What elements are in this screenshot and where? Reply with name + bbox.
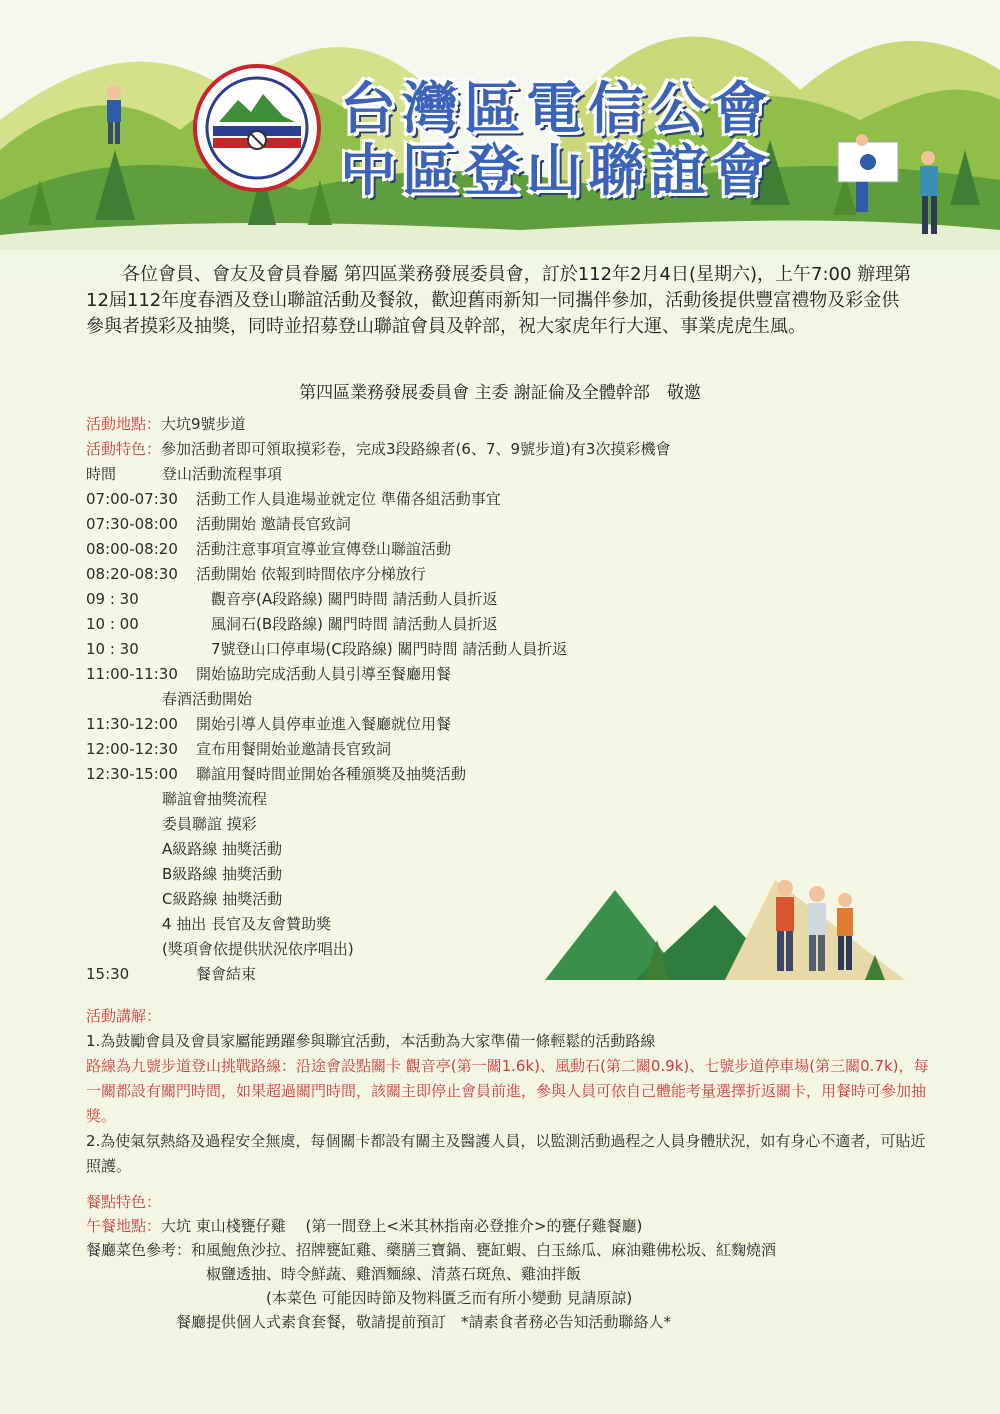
schedule-row <box>86 612 670 637</box>
title-line-1: 台灣區電信公會 <box>340 77 774 142</box>
schedule-item: (獎項會依提供狀況依序唱出) <box>162 940 354 958</box>
schedule-row <box>86 687 670 712</box>
menu-label: 餐廳菜色參考： <box>86 1241 192 1259</box>
lunch-label: 午餐地點： <box>86 1217 162 1235</box>
schedule-time: 08:20-08:30 <box>86 565 178 583</box>
schedule-item: 風洞石(B段路線) 關門時間 請活動人員折返 <box>196 615 498 633</box>
schedule-time: 07:30-08:00 <box>86 515 178 533</box>
meal-label: 餐點特色： <box>86 1193 162 1211</box>
schedule-row <box>86 712 670 737</box>
schedule-time: 15:30 <box>86 965 130 983</box>
association-logo <box>193 64 321 192</box>
signature: 第四區業務發展委員會 主委 謝証倫及全體幹部 敬邀 <box>299 383 701 403</box>
schedule-header-time: 時間 <box>86 465 117 483</box>
location-label: 活動地點： <box>86 415 162 433</box>
schedule-item: 聯誼會抽獎流程 <box>162 790 268 808</box>
explain-section <box>86 1004 936 1179</box>
schedule-item: 餐會結束 <box>196 965 257 983</box>
schedule-time: 10 : 00 <box>86 615 139 633</box>
schedule-row <box>86 537 670 562</box>
schedule-row <box>86 487 670 512</box>
schedule-time: 07:00-07:30 <box>86 490 178 508</box>
schedule-row <box>86 837 670 862</box>
schedule-item: A級路線 抽獎活動 <box>162 840 283 858</box>
menu-line-2: 椒鹽透抽、時令鮮蔬、雞酒麵線、清蒸石斑魚、雞油拌飯 <box>206 1265 582 1283</box>
schedule-item: 觀音亭(A段路線) 關門時間 請活動人員折返 <box>196 590 498 608</box>
schedule-row <box>86 562 670 587</box>
schedule-row <box>86 587 670 612</box>
schedule-time: 08:00-08:20 <box>86 540 178 558</box>
schedule-time: 11:30-12:00 <box>86 715 178 733</box>
schedule-item: 聯誼用餐時間並開始各種頒獎及抽獎活動 <box>196 765 467 783</box>
schedule-row <box>86 812 670 837</box>
schedule-row <box>86 662 670 687</box>
explain-label: 活動講解： <box>86 1007 162 1025</box>
feature-value: 參加活動者即可領取摸彩卷，完成3段路線者(6、7、9號步道)有3次摸彩機會 <box>161 440 671 458</box>
feature-label: 活動特色： <box>86 440 162 458</box>
location-value: 大坑9號步道 <box>161 415 246 433</box>
schedule-item: 活動開始 邀請長官致詞 <box>196 515 351 533</box>
explain-route: 路線為九號步道登山挑戰路線：沿途會設點關卡 觀音亭(第一關1.6k)、風動石(第二關0.9k)、七號步道停車場(第三關0.7k)，每一關都設有關門時間，如果超過關門時間，該關主即停止會員前進，參與人員可依自己體能考量選擇折返關卡，用餐時可參加抽獎。 <box>86 1057 929 1125</box>
schedule-header-item: 登山活動流程事項 <box>162 465 283 483</box>
schedule-item: 7號登山口停車場(C段路線) 關門時間 請活動人員折返 <box>196 640 568 658</box>
meal-section <box>86 1190 946 1334</box>
schedule-row <box>86 637 670 662</box>
schedule-item: 活動開始 依報到時間依序分梯放行 <box>196 565 426 583</box>
schedule-item: 春酒活動開始 <box>162 690 253 708</box>
title-line-2: 中區登山聯誼會 <box>340 139 774 204</box>
intro-text: 各位會員、會友及會員眷屬 第四區業務發展委員會，訂於112年2月4日(星期六)，上午7:00 辦理第12屆112年度春酒及登山聯誼活動及餐敘，歡迎舊雨新知一同攜伴參加，活動後提供豐富禮物及彩金供參與者摸彩及抽獎，同時並招募登山聯誼會員及幹部，祝大家虎年行大運、事業虎虎生風。 <box>86 264 912 337</box>
schedule-time: 12:30-15:00 <box>86 765 178 783</box>
schedule-time: 10 : 30 <box>86 640 139 658</box>
schedule-item: 開始協助完成活動人員引導至餐廳用餐 <box>196 665 452 683</box>
veg-note: 餐廳提供個人式素食套餐，敬請提前預訂 *請素食者務必告知活動聯絡人* <box>176 1313 672 1331</box>
schedule-item: 4 抽出 長官及友會贊助獎 <box>162 915 332 933</box>
menu-line-1: 和風鮑魚沙拉、招牌甕缸雞、藥膳三寶鍋、甕缸蝦、白玉絲瓜、麻油雞佛松坂、紅麴燒酒 <box>191 1241 777 1259</box>
lunch-value: 大坑 東山棧甕仔雞 (第一間登上<米其林指南必登推介>的甕仔雞餐廳) <box>161 1217 643 1235</box>
schedule-item: B級路線 抽獎活動 <box>162 865 283 883</box>
schedule-time: 11:00-11:30 <box>86 665 178 683</box>
schedule-row <box>86 787 670 812</box>
explain-p3: 2.為使氣氛熱絡及過程安全無虞，每個關卡都設有關主及醫護人員，以監測活動過程之人員身體狀況，如有身心不適者，可貼近照護。 <box>86 1132 926 1175</box>
schedule-item: 活動工作人員進場並就定位 準備各組活動事宜 <box>196 490 501 508</box>
schedule-time: 12:00-12:30 <box>86 740 178 758</box>
intro-paragraph <box>86 262 916 340</box>
schedule-time: 09 : 30 <box>86 590 139 608</box>
schedule-row <box>86 737 670 762</box>
schedule-item: 宣布用餐開始並邀請長官致詞 <box>196 740 392 758</box>
schedule-item: 開始引導人員停車並進入餐廳就位用餐 <box>196 715 452 733</box>
schedule-row <box>86 512 670 537</box>
hikers-group-illustration <box>545 860 915 985</box>
schedule-item: 委員聯誼 摸彩 <box>162 815 257 833</box>
schedule-item: 活動注意事項宣導並宣傳登山聯誼活動 <box>196 540 452 558</box>
explain-p1: 1.為鼓勵會員及會員家屬能踴躍參與聯宜活動，本活動為大家準備一條輕鬆的活動路線 <box>86 1032 656 1050</box>
schedule-row <box>86 762 670 787</box>
menu-note: (本菜色 可能因時節及物料匱乏而有所小變動 見請原諒) <box>266 1289 633 1307</box>
schedule-item: C級路線 抽獎活動 <box>162 890 283 908</box>
